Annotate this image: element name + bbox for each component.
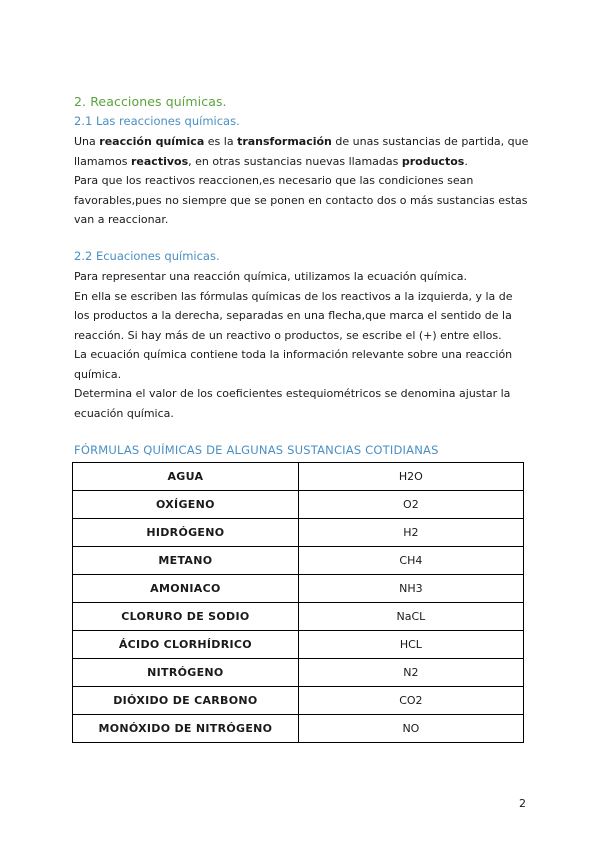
reactions-text	[74, 132, 529, 230]
subsection-heading-reactions: 2.1 Las reacciones químicas.	[74, 114, 240, 128]
substance-name: ÁCIDO CLORHÍDRICO	[73, 631, 299, 659]
subsection-heading-equations: 2.2 Ecuaciones químicas.	[74, 249, 220, 263]
chemical-formula: H2O	[298, 463, 523, 491]
substance-name: MONÓXIDO DE NITRÓGENO	[73, 715, 299, 743]
table-row	[73, 491, 524, 519]
chemical-formula: NaCL	[298, 603, 523, 631]
table-title: FÓRMULAS QUÍMICAS DE ALGUNAS SUSTANCIAS COTIDIANAS	[74, 443, 439, 457]
substance-name: AMONIACO	[73, 575, 299, 603]
table-row	[73, 519, 524, 547]
substance-name: HIDRÓGENO	[73, 519, 299, 547]
chemical-formula: CH4	[298, 547, 523, 575]
table-row	[73, 659, 524, 687]
equation-paragraph: La ecuación química contiene toda la información relevante sobre una reacción química.	[74, 348, 513, 381]
equation-paragraph: Para representar una reacción química, utilizamos la ecuación química.	[74, 270, 467, 283]
substance-name: CLORURO DE SODIO	[73, 603, 299, 631]
formulas-table	[72, 462, 524, 743]
page-number: 2	[519, 797, 526, 810]
substance-name: DIÓXIDO DE CARBONO	[73, 687, 299, 715]
chemical-formula: NO	[298, 715, 523, 743]
table-row	[73, 547, 524, 575]
table-row	[73, 463, 524, 491]
chemical-formula: H2	[298, 519, 523, 547]
table-row	[73, 715, 524, 743]
reaction-conditions: Para que los reactivos reaccionen,es necesario que las condiciones sean favorables,pues no siempre que se ponen en contacto dos o más sustancias estas van a reaccionar.	[74, 174, 528, 226]
table-row	[73, 575, 524, 603]
reaction-definition: Una reacción química es la transformación de unas sustancias de partida, que llamamos reactivos, en otras sustancias nuevas llamadas productos.	[74, 135, 529, 168]
table-row	[73, 631, 524, 659]
equation-paragraph: Determina el valor de los coeficientes estequiométricos se denomina ajustar la ecuación química.	[74, 387, 511, 420]
chemical-formula: N2	[298, 659, 523, 687]
table-row	[73, 687, 524, 715]
substance-name: OXÍGENO	[73, 491, 299, 519]
substance-name: NITRÓGENO	[73, 659, 299, 687]
equations-text	[74, 267, 529, 423]
section-heading: 2. Reacciones químicas.	[74, 94, 227, 109]
chemical-formula: O2	[298, 491, 523, 519]
table-row	[73, 603, 524, 631]
chemical-formula: CO2	[298, 687, 523, 715]
chemical-formula: NH3	[298, 575, 523, 603]
substance-name: AGUA	[73, 463, 299, 491]
chemical-formula: HCL	[298, 631, 523, 659]
substance-name: METANO	[73, 547, 299, 575]
equation-paragraph: En ella se escriben las fórmulas químicas de los reactivos a la izquierda, y la de los productos a la derecha, separadas en una flecha,que marca el sentido de la reacción. Si hay más de un reactivo o productos, se escribe el (+) entre ellos.	[74, 289, 513, 342]
